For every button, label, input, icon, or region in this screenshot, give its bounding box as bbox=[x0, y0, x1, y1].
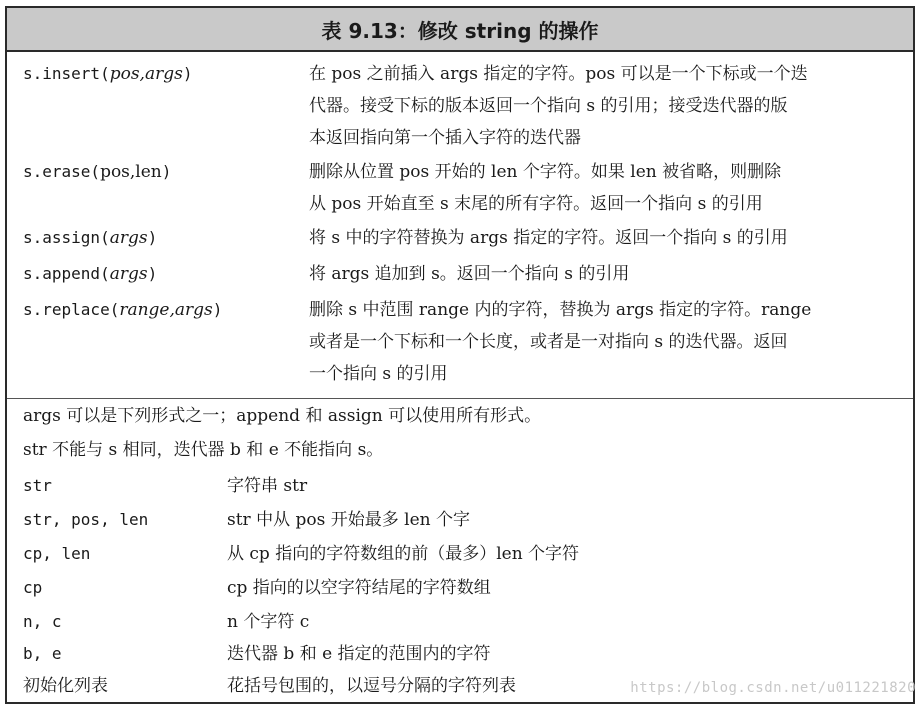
op-signature: s.append(args) bbox=[23, 264, 158, 284]
table-title-text: 表 9.13：修改 string 的操作 bbox=[321, 18, 599, 43]
form-description: 字符串 str bbox=[227, 476, 308, 496]
form-description: 迭代器 b 和 e 指定的范围内的字符 bbox=[227, 644, 491, 664]
op-description: 本返回指向第一个插入字符的迭代器 bbox=[309, 128, 581, 148]
table-title bbox=[7, 8, 913, 52]
form-name: str, pos, len bbox=[23, 510, 149, 529]
op-description: 在 pos 之前插入 args 指定的字符。pos 可以是一个下标或一个迭 bbox=[309, 64, 808, 84]
args-note: args 可以是下列形式之一；append 和 assign 可以使用所有形式。 bbox=[23, 406, 542, 426]
form-name: cp, len bbox=[23, 544, 91, 563]
form-name: 初始化列表 bbox=[23, 676, 108, 696]
op-description: 将 s 中的字符替换为 args 指定的字符。返回一个指向 s 的引用 bbox=[309, 228, 788, 248]
form-description: n 个字符 c bbox=[227, 612, 310, 632]
op-signature: s.insert(pos,args) bbox=[23, 64, 193, 84]
form-description: cp 指向的以空字符结尾的字符数组 bbox=[227, 578, 491, 598]
op-signature: s.assign(args) bbox=[23, 228, 158, 248]
restriction-note: str 不能与 s 相同，迭代器 b 和 e 不能指向 s。 bbox=[23, 440, 384, 460]
form-name: b, e bbox=[23, 644, 62, 663]
form-name: cp bbox=[23, 578, 43, 597]
op-signature: s.replace(range,args) bbox=[23, 300, 223, 320]
op-description: 将 args 追加到 s。返回一个指向 s 的引用 bbox=[309, 264, 630, 284]
form-description: str 中从 pos 开始最多 len 个字 bbox=[227, 510, 470, 530]
op-signature: s.erase(pos,len) bbox=[23, 162, 172, 182]
op-description: 从 pos 开始直至 s 末尾的所有字符。返回一个指向 s 的引用 bbox=[309, 194, 763, 214]
op-description: 一个指向 s 的引用 bbox=[309, 364, 448, 384]
form-name: n, c bbox=[23, 612, 62, 631]
op-description: 或者是一个下标和一个长度，或者是一对指向 s 的迭代器。返回 bbox=[309, 332, 788, 352]
op-description: 删除 s 中范围 range 内的字符，替换为 args 指定的字符。range bbox=[309, 300, 812, 320]
operations-table bbox=[5, 6, 915, 704]
op-description: 删除从位置 pos 开始的 len 个字符。如果 len 被省略，则删除 bbox=[309, 162, 782, 182]
section-divider bbox=[7, 398, 913, 399]
form-description: 花括号包围的，以逗号分隔的字符列表 bbox=[227, 676, 516, 696]
op-description: 代器。接受下标的版本返回一个指向 s 的引用；接受迭代器的版 bbox=[309, 96, 788, 116]
form-name: str bbox=[23, 476, 52, 495]
watermark: https://blog.csdn.net/u011221820 bbox=[630, 680, 916, 696]
form-description: 从 cp 指向的字符数组的前（最多）len 个字符 bbox=[227, 544, 580, 564]
